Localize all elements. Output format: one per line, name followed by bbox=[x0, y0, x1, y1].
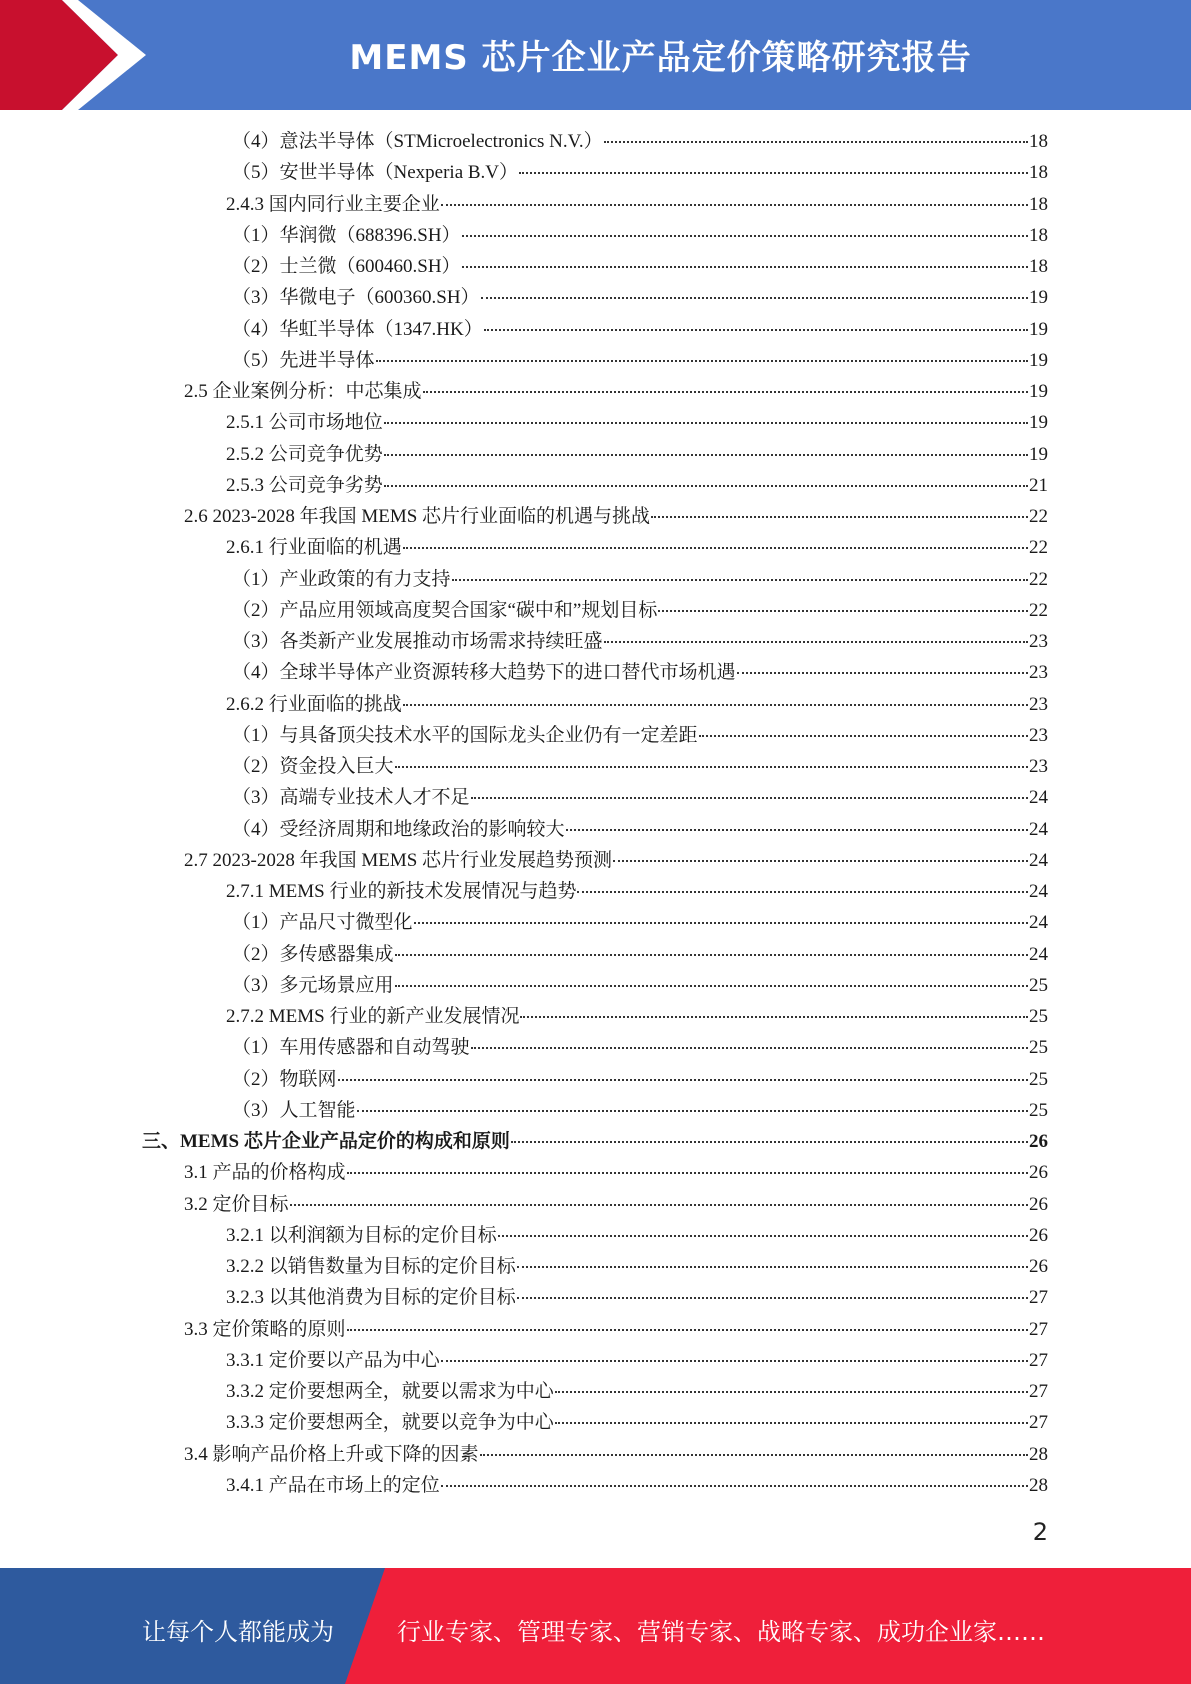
toc-leader-dots bbox=[699, 735, 1028, 737]
toc-entry-page: 26 bbox=[1029, 1224, 1048, 1246]
toc-leader-dots bbox=[577, 891, 1028, 893]
toc-leader-dots bbox=[384, 485, 1028, 487]
toc-entry-label: 3.3.2 定价要想两全，就要以需求为中心 bbox=[226, 1381, 554, 1402]
toc-entry-page: 18 bbox=[1029, 193, 1048, 215]
toc-entry-page: 18 bbox=[1029, 224, 1048, 246]
toc-entry[interactable] bbox=[226, 1222, 1048, 1250]
toc-entry-page: 27 bbox=[1029, 1287, 1048, 1309]
toc-entry-page: 25 bbox=[1029, 1006, 1048, 1027]
toc-entry-page: 19 bbox=[1029, 443, 1048, 465]
toc-leader-dots bbox=[395, 766, 1028, 768]
toc-leader-dots bbox=[441, 204, 1028, 206]
toc-entry[interactable] bbox=[226, 1347, 1048, 1375]
toc-entry-label: 3.2.3 以其他消费为目标的定价目标 bbox=[226, 1287, 516, 1309]
toc-leader-dots bbox=[471, 797, 1028, 799]
toc-entry[interactable] bbox=[184, 503, 1048, 531]
toc-entry-page: 24 bbox=[1029, 912, 1048, 934]
toc-entry-page: 24 bbox=[1029, 881, 1048, 902]
toc-leader-dots bbox=[498, 1235, 1028, 1237]
footer-slogan-right: 行业专家、管理专家、营销专家、战略专家、成功企业家…… bbox=[397, 1618, 1045, 1646]
toc-entry-label: 2.7.1 MEMS 行业的新技术发展情况与趋势 bbox=[226, 881, 577, 902]
toc-entry-label: 3.1 产品的价格构成 bbox=[184, 1162, 346, 1184]
toc-entry-page: 24 bbox=[1029, 818, 1048, 840]
page-footer bbox=[0, 1568, 1191, 1684]
toc-entry-page: 23 bbox=[1029, 662, 1048, 684]
toc-entry[interactable] bbox=[232, 1034, 1048, 1062]
toc-entry[interactable] bbox=[226, 472, 1048, 500]
toc-entry[interactable] bbox=[232, 222, 1048, 250]
toc-leader-dots bbox=[376, 360, 1028, 362]
toc-entry-page: 21 bbox=[1029, 474, 1048, 496]
toc-entry[interactable] bbox=[232, 1097, 1048, 1125]
toc-entry[interactable] bbox=[226, 534, 1048, 562]
toc-entry-page: 26 bbox=[1029, 1131, 1048, 1152]
toc-leader-dots bbox=[403, 547, 1028, 549]
toc-entry-page: 18 bbox=[1029, 162, 1048, 184]
toc-entry-page: 25 bbox=[1029, 974, 1048, 996]
toc-entry-label: （4）意法半导体（STMicroelectronics N.V.） bbox=[232, 131, 603, 152]
toc-entry[interactable] bbox=[226, 1409, 1048, 1437]
toc-entry-label: 三、MEMS 芯片企业产品定价的构成和原则 bbox=[142, 1131, 510, 1152]
toc-leader-dots bbox=[658, 610, 1028, 612]
toc-entry-page: 19 bbox=[1029, 349, 1048, 371]
toc-entry-label: 2.4.3 国内同行业主要企业 bbox=[226, 193, 440, 215]
toc-entry[interactable] bbox=[232, 753, 1048, 781]
toc-entry-page: 19 bbox=[1029, 381, 1048, 402]
toc-entry-page: 23 bbox=[1029, 756, 1048, 777]
toc-entry[interactable] bbox=[184, 847, 1048, 875]
toc-entry[interactable] bbox=[184, 1441, 1048, 1469]
toc-entry-label: （2）多传感器集成 bbox=[232, 943, 394, 965]
toc-entry-page: 19 bbox=[1029, 287, 1048, 309]
toc-entry-label: （5）安世半导体（Nexperia B.V） bbox=[232, 162, 519, 184]
toc-entry-label: （3）各类新产业发展推动市场需求持续旺盛 bbox=[232, 631, 603, 652]
toc-leader-dots bbox=[395, 985, 1028, 987]
toc-leader-dots bbox=[651, 516, 1028, 518]
toc-entry[interactable] bbox=[232, 972, 1048, 1000]
toc-entry-page: 25 bbox=[1029, 1068, 1048, 1090]
toc-entry-page: 23 bbox=[1029, 693, 1048, 715]
toc-leader-dots bbox=[423, 391, 1028, 393]
toc-leader-dots bbox=[519, 172, 1028, 174]
toc-entry-page: 25 bbox=[1029, 1037, 1048, 1059]
toc-entry-label: 2.5 企业案例分析：中芯集成 bbox=[184, 381, 422, 402]
toc-entry-label: 3.2 定价目标 bbox=[184, 1193, 289, 1215]
toc-entry-label: （2）产品应用领域高度契合国家“碳中和”规划目标 bbox=[232, 599, 658, 621]
toc-entry-label: （4）全球半导体产业资源转移大趋势下的进口替代市场机遇 bbox=[232, 662, 736, 684]
toc-entry-page: 23 bbox=[1029, 631, 1048, 652]
toc-entry[interactable] bbox=[226, 1253, 1048, 1281]
toc-entry-page: 22 bbox=[1029, 537, 1048, 559]
report-title: MEMS 芯片企业产品定价策略研究报告 bbox=[349, 38, 972, 78]
toc-entry-label: 2.7.2 MEMS 行业的新产业发展情况 bbox=[226, 1006, 520, 1027]
toc-entry-page: 25 bbox=[1029, 1099, 1048, 1121]
toc-leader-dots bbox=[481, 297, 1028, 299]
toc-entry-label: （4）华虹半导体（1347.HK） bbox=[232, 318, 483, 340]
toc-entry-label: 3.2.2 以销售数量为目标的定价目标 bbox=[226, 1256, 516, 1277]
toc-leader-dots bbox=[737, 672, 1028, 674]
toc-entry-label: （2）物联网 bbox=[232, 1068, 337, 1090]
toc-entry-page: 27 bbox=[1029, 1318, 1048, 1340]
toc-entry-page: 19 bbox=[1029, 318, 1048, 340]
toc-entry-page: 27 bbox=[1029, 1412, 1048, 1434]
toc-entry-page: 26 bbox=[1029, 1256, 1048, 1277]
toc-entry-label: 3.2.1 以利润额为目标的定价目标 bbox=[226, 1224, 497, 1246]
toc-entry-page: 18 bbox=[1029, 131, 1048, 152]
toc-entry[interactable] bbox=[232, 159, 1048, 187]
page-number: 2 bbox=[1032, 1518, 1048, 1546]
toc-leader-dots bbox=[604, 641, 1028, 643]
toc-entry-page: 24 bbox=[1029, 849, 1048, 871]
toc-leader-dots bbox=[471, 1047, 1028, 1049]
toc-entry-page: 18 bbox=[1029, 256, 1048, 277]
toc-entry[interactable] bbox=[232, 628, 1048, 656]
toc-entry-page: 28 bbox=[1029, 1474, 1048, 1496]
toc-entry-page: 28 bbox=[1029, 1443, 1048, 1465]
toc-entry[interactable] bbox=[142, 1128, 1048, 1156]
toc-entry[interactable] bbox=[232, 941, 1048, 969]
toc-entry-label: （1）产品尺寸微型化 bbox=[232, 912, 413, 934]
toc-entry-page: 23 bbox=[1029, 724, 1048, 746]
toc-entry[interactable] bbox=[226, 191, 1048, 219]
toc-leader-dots bbox=[290, 1204, 1028, 1206]
toc-entry-label: 3.3.1 定价要以产品为中心 bbox=[226, 1349, 440, 1371]
toc-entry-page: 27 bbox=[1029, 1349, 1048, 1371]
toc-entry[interactable] bbox=[232, 909, 1048, 937]
toc-entry[interactable] bbox=[184, 1191, 1048, 1219]
toc-entry[interactable] bbox=[232, 659, 1048, 687]
toc-entry-label: 2.6.1 行业面临的机遇 bbox=[226, 537, 402, 559]
toc-entry-label: 2.6 2023-2028 年我国 MEMS 芯片行业面临的机遇与挑战 bbox=[184, 506, 651, 527]
toc-entry-label: （3）华微电子（600360.SH） bbox=[232, 287, 480, 309]
toc-entry-label: （1）华润微（688396.SH） bbox=[232, 224, 461, 246]
toc-leader-dots bbox=[384, 454, 1028, 456]
toc-entry-label: 3.4 影响产品价格上升或下降的因素 bbox=[184, 1443, 479, 1465]
toc-entry[interactable] bbox=[232, 597, 1048, 625]
toc-leader-dots bbox=[414, 922, 1028, 924]
toc-entry-page: 26 bbox=[1029, 1193, 1048, 1215]
toc-entry-label: （4）受经济周期和地缘政治的影响较大 bbox=[232, 818, 565, 840]
toc-entry[interactable] bbox=[226, 1003, 1048, 1031]
toc-entry-label: 2.5.2 公司竞争优势 bbox=[226, 443, 383, 465]
toc-leader-dots bbox=[520, 1016, 1028, 1018]
toc-entry-label: 2.7 2023-2028 年我国 MEMS 芯片行业发展趋势预测 bbox=[184, 849, 613, 871]
toc-entry[interactable] bbox=[226, 441, 1048, 469]
toc-entry-label: （3）多元场景应用 bbox=[232, 974, 394, 996]
toc-entry-label: 3.3 定价策略的原则 bbox=[184, 1318, 346, 1340]
toc-entry[interactable] bbox=[226, 878, 1048, 906]
toc-entry[interactable] bbox=[226, 1378, 1048, 1406]
toc-leader-dots bbox=[347, 1329, 1028, 1331]
toc-entry[interactable] bbox=[232, 128, 1048, 156]
toc-leader-dots bbox=[357, 1110, 1028, 1112]
toc-entry[interactable] bbox=[184, 1159, 1048, 1187]
toc-leader-dots bbox=[613, 860, 1028, 862]
toc-entry-label: （5）先进半导体 bbox=[232, 349, 375, 371]
toc-leader-dots bbox=[452, 579, 1028, 581]
toc-entry[interactable] bbox=[232, 784, 1048, 812]
toc-entry[interactable] bbox=[232, 253, 1048, 281]
toc-entry[interactable] bbox=[184, 1316, 1048, 1344]
toc-leader-dots bbox=[441, 1360, 1028, 1362]
toc-entry-label: 3.3.3 定价要想两全，就要以竞争为中心 bbox=[226, 1412, 554, 1434]
toc-leader-dots bbox=[462, 235, 1028, 237]
toc-entry-page: 22 bbox=[1029, 506, 1048, 527]
toc-entry-page: 24 bbox=[1029, 943, 1048, 965]
toc-entry-label: 2.5.3 公司竞争劣势 bbox=[226, 474, 383, 496]
toc-entry[interactable] bbox=[232, 816, 1048, 844]
toc-entry-label: 2.5.1 公司市场地位 bbox=[226, 412, 383, 434]
footer-slogan-left: 让每个人都能成为 bbox=[142, 1618, 334, 1646]
toc-entry-label: （2）士兰微（600460.SH） bbox=[232, 256, 461, 277]
toc-entry-label: （3）人工智能 bbox=[232, 1099, 356, 1121]
toc-entry[interactable] bbox=[232, 316, 1048, 344]
toc-entry[interactable] bbox=[226, 1284, 1048, 1312]
toc-leader-dots bbox=[347, 1172, 1028, 1174]
toc-leader-dots bbox=[338, 1079, 1028, 1081]
toc-entry-label: （1）与具备顶尖技术水平的国际龙头企业仍有一定差距 bbox=[232, 724, 698, 746]
toc-entry-label: 2.6.2 行业面临的挑战 bbox=[226, 693, 402, 715]
toc-leader-dots bbox=[517, 1266, 1028, 1268]
toc-entry-page: 22 bbox=[1029, 568, 1048, 590]
toc-entry-page: 27 bbox=[1029, 1381, 1048, 1402]
toc-entry[interactable] bbox=[184, 378, 1048, 406]
toc-entry[interactable] bbox=[232, 566, 1048, 594]
toc-entry-page: 24 bbox=[1029, 787, 1048, 809]
toc-leader-dots bbox=[566, 829, 1028, 831]
toc-entry[interactable] bbox=[226, 691, 1048, 719]
toc-leader-dots bbox=[511, 1141, 1028, 1143]
toc-entry-label: （1）产业政策的有力支持 bbox=[232, 568, 451, 590]
toc-leader-dots bbox=[384, 422, 1028, 424]
toc-leader-dots bbox=[395, 954, 1028, 956]
page-header bbox=[0, 0, 1191, 110]
toc-entry-page: 26 bbox=[1029, 1162, 1048, 1184]
toc-entry[interactable] bbox=[232, 284, 1048, 312]
toc-entry-label: （1）车用传感器和自动驾驶 bbox=[232, 1037, 470, 1059]
toc-leader-dots bbox=[403, 704, 1028, 706]
toc-leader-dots bbox=[517, 1297, 1028, 1299]
toc-leader-dots bbox=[555, 1391, 1028, 1393]
toc-leader-dots bbox=[484, 329, 1028, 331]
toc-leader-dots bbox=[462, 266, 1028, 268]
toc-leader-dots bbox=[604, 141, 1028, 143]
toc-entry[interactable] bbox=[232, 347, 1048, 375]
toc-entry-page: 22 bbox=[1029, 599, 1048, 621]
toc-entry-label: （3）高端专业技术人才不足 bbox=[232, 787, 470, 809]
toc-leader-dots bbox=[441, 1485, 1028, 1487]
toc-entry-label: （2）资金投入巨大 bbox=[232, 756, 394, 777]
toc-leader-dots bbox=[555, 1422, 1028, 1424]
toc-entry[interactable] bbox=[232, 722, 1048, 750]
toc-leader-dots bbox=[480, 1454, 1028, 1456]
toc-entry-page: 19 bbox=[1029, 412, 1048, 434]
toc-entry[interactable] bbox=[232, 1066, 1048, 1094]
toc-entry[interactable] bbox=[226, 1472, 1048, 1500]
toc-entry-label: 3.4.1 产品在市场上的定位 bbox=[226, 1474, 440, 1496]
toc-entry[interactable] bbox=[226, 409, 1048, 437]
